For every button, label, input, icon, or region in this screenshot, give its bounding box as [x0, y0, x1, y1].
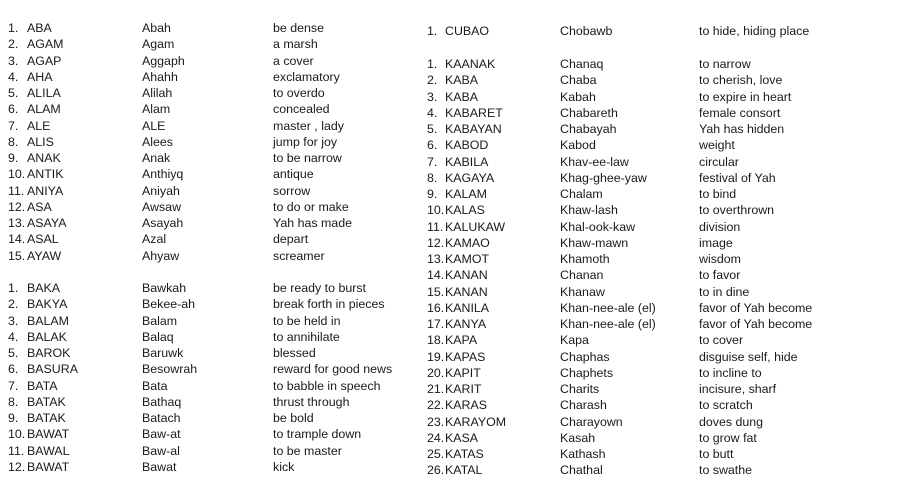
entry-number: 5. — [8, 346, 19, 360]
entry-number: 11. — [8, 183, 25, 198]
hebrew-meaning: festival of Yah — [699, 170, 776, 185]
hebrew-meaning: be dense — [273, 21, 324, 35]
hebrew-word: Baw-al — [142, 443, 180, 458]
hebrew-meaning: antique — [273, 167, 314, 182]
entry-number: 9. — [8, 151, 19, 165]
hebrew-word: Alam — [142, 102, 171, 117]
filipino-word: BAKA — [27, 281, 61, 295]
entry-number: 10. — [8, 167, 26, 182]
hebrew-word: Awsaw — [142, 199, 182, 214]
hebrew-word: Khamoth — [560, 252, 610, 266]
entry-number: 1. — [8, 21, 19, 35]
filipino-word: AYAW — [27, 248, 62, 263]
hebrew-word: Aniyah — [142, 183, 180, 198]
hebrew-word: Asayah — [142, 216, 184, 230]
hebrew-word: Chalam — [560, 187, 603, 201]
filipino-word: KABILA — [445, 154, 489, 169]
hebrew-word: Charayown — [560, 414, 623, 429]
hebrew-word: ALE — [142, 118, 166, 133]
entry-number: 8. — [8, 134, 19, 149]
entry-number: 22. — [427, 398, 445, 413]
hebrew-word: Charits — [560, 382, 600, 396]
entry-number: 6. — [427, 138, 438, 153]
entry-number: 1. — [427, 24, 438, 38]
hebrew-meaning: to scratch — [699, 398, 753, 413]
entry-number: 10. — [8, 427, 26, 442]
hebrew-meaning: weight — [699, 138, 735, 153]
hebrew-word: Besowrah — [142, 362, 198, 377]
hebrew-meaning: kick — [273, 459, 295, 474]
filipino-word: KAPIT — [445, 365, 481, 380]
entry-number: 14. — [8, 232, 26, 247]
filipino-word: KARAYOM — [445, 414, 507, 429]
filipino-word: BATAK — [27, 411, 66, 425]
hebrew-word: Kabah — [560, 89, 596, 104]
hebrew-meaning: wisdom — [699, 252, 741, 266]
hebrew-meaning: to be narrow — [273, 151, 342, 165]
filipino-word: BAKYA — [27, 297, 68, 312]
filipino-word: BALAK — [27, 329, 67, 344]
filipino-word: KATAL — [445, 463, 483, 477]
filipino-word: ANTIK — [27, 167, 64, 182]
entry-number: 2. — [8, 297, 19, 312]
hebrew-word: Bata — [142, 378, 168, 393]
filipino-word: BATA — [27, 378, 58, 393]
entry-number: 9. — [427, 187, 438, 201]
filipino-word: BAWAT — [27, 459, 70, 474]
entry-number: 15. — [8, 248, 26, 263]
hebrew-word: Khaw-mawn — [560, 235, 629, 250]
hebrew-meaning: break forth in pieces — [273, 297, 385, 312]
entry-number: 24. — [427, 430, 445, 445]
hebrew-word: Alees — [142, 134, 173, 149]
hebrew-word: Chabayah — [560, 122, 617, 136]
hebrew-meaning: image — [699, 235, 733, 250]
hebrew-meaning: exclamatory — [273, 69, 340, 84]
hebrew-word: Charash — [560, 398, 607, 413]
filipino-word: KASA — [445, 430, 479, 445]
entry-number: 12. — [427, 235, 445, 250]
hebrew-word: Chanaq — [560, 57, 604, 71]
entry-number: 9. — [8, 411, 19, 425]
filipino-word: BAROK — [27, 346, 71, 360]
hebrew-word: Aggaph — [142, 53, 185, 68]
filipino-word: KAGAYA — [445, 170, 495, 185]
filipino-word: BASURA — [27, 362, 78, 377]
hebrew-meaning: circular — [699, 154, 739, 169]
hebrew-word: Anthiyq — [142, 167, 184, 182]
entry-number: 7. — [427, 154, 438, 169]
filipino-word: KALAS — [445, 203, 485, 218]
entry-number: 25. — [427, 447, 445, 461]
hebrew-word: Baruwk — [142, 346, 184, 360]
filipino-word: KAMAO — [445, 235, 490, 250]
hebrew-word: Chobawb — [560, 24, 613, 38]
hebrew-word: Chaba — [560, 73, 597, 88]
hebrew-word: Kathash — [560, 447, 606, 461]
hebrew-word: Bawat — [142, 459, 177, 474]
entry-number: 13. — [427, 252, 445, 266]
hebrew-word: Balaq — [142, 329, 174, 344]
filipino-word: KAMOT — [445, 252, 490, 266]
entry-number: 11. — [427, 219, 444, 234]
entry-number: 21. — [427, 382, 445, 396]
hebrew-meaning: thrust through — [273, 394, 350, 409]
hebrew-word: Anak — [142, 151, 171, 165]
hebrew-meaning: to incline to — [699, 365, 762, 380]
entry-number: 4. — [8, 69, 19, 84]
entry-number: 8. — [8, 394, 19, 409]
entry-number: 23. — [427, 414, 445, 429]
hebrew-meaning: to babble in speech — [273, 378, 381, 393]
entry-number: 3. — [427, 89, 438, 104]
hebrew-word: Abah — [142, 21, 171, 35]
hebrew-word: Khag-ghee-yaw — [560, 170, 647, 185]
hebrew-word: Khaw-lash — [560, 203, 618, 218]
hebrew-word: Chaphas — [560, 349, 610, 364]
entry-number: 4. — [427, 105, 438, 120]
filipino-word: BAWAL — [27, 443, 70, 458]
hebrew-word: Chabareth — [560, 105, 618, 120]
hebrew-word: Baw-at — [142, 427, 181, 442]
hebrew-word: Kapa — [560, 333, 589, 348]
hebrew-meaning: to overthrown — [699, 203, 775, 218]
filipino-word: KANILA — [445, 300, 490, 315]
hebrew-word: Chanan — [560, 268, 604, 283]
hebrew-word: Ahyaw — [142, 248, 180, 263]
entry-number: 12. — [8, 459, 26, 474]
entry-number: 10. — [427, 203, 445, 218]
hebrew-meaning: Yah has made — [273, 216, 352, 230]
filipino-word: KARIT — [445, 382, 482, 396]
entry-number: 11. — [8, 443, 25, 458]
entry-number: 26. — [427, 463, 445, 477]
hebrew-word: Bawkah — [142, 281, 187, 295]
hebrew-word: Agam — [142, 37, 175, 52]
hebrew-meaning: to hide, hiding place — [699, 24, 810, 38]
entry-number: 5. — [8, 86, 19, 100]
hebrew-meaning: be ready to burst — [273, 281, 366, 295]
filipino-word: ASA — [27, 199, 52, 214]
entry-number: 1. — [8, 281, 19, 295]
hebrew-meaning: to narrow — [699, 57, 751, 71]
filipino-word: ANAK — [27, 151, 61, 165]
entry-number: 7. — [8, 118, 19, 133]
filipino-word: KABOD — [445, 138, 489, 153]
entry-number: 15. — [427, 284, 445, 299]
filipino-word: AHA — [27, 69, 53, 84]
hebrew-meaning: to do or make — [273, 199, 349, 214]
hebrew-meaning: to butt — [699, 447, 734, 461]
filipino-word: KANAN — [445, 284, 488, 299]
entry-number: 5. — [427, 122, 438, 136]
filipino-word: KARAS — [445, 398, 488, 413]
filipino-word: KAPA — [445, 333, 478, 348]
filipino-word: KALAM — [445, 187, 488, 201]
filipino-word: KALUKAW — [445, 219, 506, 234]
entry-number: 7. — [8, 378, 19, 393]
hebrew-meaning: to cherish, love — [699, 73, 783, 88]
hebrew-word: Chathal — [560, 463, 603, 477]
entry-number: 4. — [8, 329, 19, 344]
filipino-word: CUBAO — [445, 24, 490, 38]
entry-number: 3. — [8, 313, 19, 328]
entry-number: 20. — [427, 365, 445, 380]
hebrew-meaning: incisure, sharf — [699, 382, 777, 396]
hebrew-word: Bathaq — [142, 394, 182, 409]
hebrew-meaning: a marsh — [273, 37, 318, 52]
entry-number: 2. — [427, 73, 438, 88]
filipino-word: AGAM — [27, 37, 64, 52]
hebrew-meaning: to favor — [699, 268, 741, 283]
hebrew-meaning: to in dine — [699, 284, 750, 299]
hebrew-meaning: reward for good news — [273, 362, 393, 377]
hebrew-meaning: concealed — [273, 102, 330, 117]
hebrew-meaning: Yah has hidden — [699, 122, 785, 136]
filipino-word: AGAP — [27, 53, 62, 68]
hebrew-meaning: to expire in heart — [699, 89, 792, 104]
entry-number: 19. — [427, 349, 445, 364]
hebrew-word: Khal-ook-kaw — [560, 219, 636, 234]
hebrew-meaning: favor of Yah become — [699, 300, 813, 315]
hebrew-meaning: master , lady — [273, 118, 344, 133]
filipino-word: KANAN — [445, 268, 488, 283]
filipino-word: ABA — [27, 21, 52, 35]
filipino-word: ANIYA — [27, 183, 64, 198]
filipino-word: KABARET — [445, 105, 503, 120]
hebrew-word: Alilah — [142, 86, 173, 100]
hebrew-meaning: screamer — [273, 248, 325, 263]
hebrew-meaning: to cover — [699, 333, 744, 348]
hebrew-meaning: to be master — [273, 443, 342, 458]
filipino-word: ASAL — [27, 232, 59, 247]
entry-number: 14. — [427, 268, 445, 283]
filipino-word: KAPAS — [445, 349, 486, 364]
entry-number: 8. — [427, 170, 438, 185]
hebrew-meaning: division — [699, 219, 741, 234]
filipino-word: KANYA — [445, 317, 487, 331]
entry-number: 2. — [8, 37, 19, 52]
hebrew-word: Batach — [142, 411, 181, 425]
hebrew-meaning: to overdo — [273, 86, 325, 100]
hebrew-word: Balam — [142, 313, 178, 328]
filipino-word: KABA — [445, 73, 479, 88]
hebrew-meaning: doves dung — [699, 414, 764, 429]
hebrew-word: Khan-nee-ale (el) — [560, 317, 656, 331]
hebrew-meaning: blessed — [273, 346, 316, 360]
hebrew-word: Ahahh — [142, 69, 178, 84]
hebrew-meaning: jump for joy — [273, 134, 338, 149]
filipino-word: BATAK — [27, 394, 66, 409]
hebrew-word: Chaphets — [560, 365, 614, 380]
filipino-word: ASAYA — [27, 216, 67, 230]
filipino-word: KATAS — [445, 447, 484, 461]
hebrew-word: Kasah — [560, 430, 596, 445]
hebrew-meaning: to be held in — [273, 313, 341, 328]
hebrew-word: Bekee-ah — [142, 297, 196, 312]
hebrew-meaning: to grow fat — [699, 430, 757, 445]
hebrew-word: Khanaw — [560, 284, 605, 299]
hebrew-word: Khan-nee-ale (el) — [560, 300, 656, 315]
hebrew-meaning: female consort — [699, 105, 781, 120]
entry-number: 18. — [427, 333, 445, 348]
hebrew-meaning: to bind — [699, 187, 737, 201]
hebrew-meaning: favor of Yah become — [699, 317, 813, 331]
hebrew-meaning: disguise self, hide — [699, 349, 798, 364]
filipino-word: ALILA — [27, 86, 61, 100]
entry-number: 17. — [427, 317, 445, 331]
hebrew-meaning: a cover — [273, 53, 314, 68]
filipino-word: ALIS — [27, 134, 54, 149]
hebrew-meaning: to trample down — [273, 427, 362, 442]
entry-number: 6. — [8, 362, 19, 377]
hebrew-meaning: be bold — [273, 411, 314, 425]
hebrew-word: Khav-ee-law — [560, 154, 629, 169]
entry-number: 12. — [8, 199, 26, 214]
hebrew-meaning: depart — [273, 232, 309, 247]
hebrew-meaning: to swathe — [699, 463, 753, 477]
hebrew-meaning: to annihilate — [273, 329, 340, 344]
hebrew-word: Azal — [142, 232, 167, 247]
hebrew-meaning: sorrow — [273, 183, 311, 198]
filipino-word: BAWAT — [27, 427, 70, 442]
filipino-word: ALAM — [27, 102, 61, 117]
entry-number: 16. — [427, 300, 445, 315]
entry-number: 1. — [427, 57, 438, 71]
filipino-word: ALE — [27, 118, 51, 133]
hebrew-word: Kabod — [560, 138, 596, 153]
filipino-word: KAANAK — [445, 57, 496, 71]
filipino-word: KABAYAN — [445, 122, 502, 136]
entry-number: 6. — [8, 102, 19, 117]
entry-number: 13. — [8, 216, 26, 230]
filipino-word: BALAM — [27, 313, 70, 328]
filipino-word: KABA — [445, 89, 479, 104]
entry-number: 3. — [8, 53, 19, 68]
